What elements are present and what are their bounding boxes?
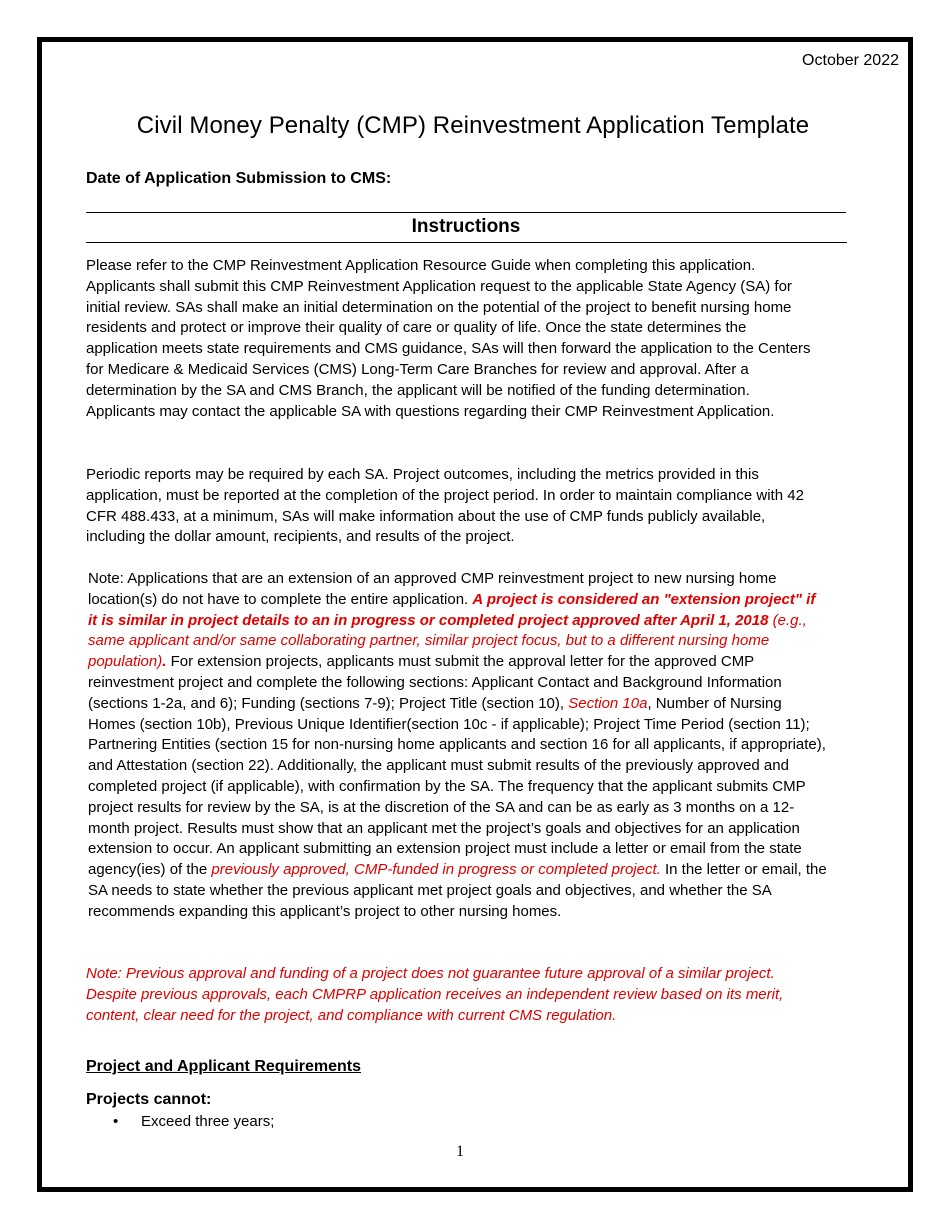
page-title: Civil Money Penalty (CMP) Reinvestment Application Template xyxy=(136,112,810,139)
requirements-heading: Project and Applicant Requirements xyxy=(86,1058,362,1075)
divider-bottom xyxy=(86,242,847,243)
extension-note-paragraph xyxy=(88,569,828,923)
note-text: For extension projects, applicants must submit the approval letter for the approved CMP reinvestment project and complete the following sections: Applicant Contact and Background Information (sections 1-2a, and 6); Funding (sections 7-9); Project Title (section 10), xyxy=(88,653,782,712)
previously-approved-ref: previously approved, CMP-funded in progress or completed project. xyxy=(211,861,661,879)
instructions-paragraph-1: Please refer to the CMP Reinvestment Application Resource Guide when completing this application. Applicants shall submit this CMP Reinvestment Application request to the applicable State Agency (SA) for initial review. SAs shall make an initial determination on the potential of the project to benefit nursing home residents and protect or improve their quality of care or quality of life. Once the state determines the application meets state requirements and CMS guidance, SAs will then forward the application to the Centers for Medicare & Medicaid Services (CMS) Long-Term Care Branches for review and approval. After a determination by the SA and CMS Branch, the applicant will be notified of the funding determination. Applicants may contact the applicable SA with questions regarding their CMP Reinvestment Application. xyxy=(86,257,811,420)
approval-disclaimer-note: Note: Previous approval and funding of a project does not guarantee future approval of a similar project. Despite previous approvals, each CMPRP application receives an independent review based on its merit, content, clear need for the project, and compliance with current CMS regulation. xyxy=(86,965,784,1024)
extension-definition: A project is considered an "extension project" if it is similar in project details to an in progress or completed project approved after April 1, 2018 xyxy=(88,590,816,629)
extension-period: . xyxy=(162,653,167,671)
instructions-paragraph-2: Periodic reports may be required by each SA. Project outcomes, including the metrics provided in this application, must be reported at the completion of the project period. In order to maintain compliance with 42 CFR 488.433, at a minimum, SAs will make information about the use of CMP funds publicly available, including the dollar amount, recipients, and results of the project. xyxy=(86,466,804,546)
bullet-icon: • xyxy=(113,1113,119,1130)
page-number: 1 xyxy=(456,1143,464,1160)
submission-date-label: Date of Application Submission to CMS: xyxy=(86,170,392,187)
list-item-text: Exceed three years; xyxy=(141,1113,275,1130)
note-text: , Number of Nursing Homes (section 10b), Previous Unique Identifier(section 10c - if applicable); Project Time Period (section 11); Partnering Entities (section 15 for non-nursing home applicants and section 16 for all applicants, if appropriate), and Attestation (section 22). Additionally, the applicant must submit results of the previously approved and completed project (if applicable), with confirmation by the SA. The frequency that the applicant submits CMP project results for review by the SA, is at the discretion of the SA and can be as early as 3 months on a 12-month project. Results must show that an applicant met the project’s goals and objectives for an application extension to occur. An applicant submitting an extension project must include a letter or email from the state agency(ies) of the xyxy=(88,694,826,879)
extension-example: (e.g., same applicant and/or same collaborating partner, similar project focus, but to a different nursing home population) xyxy=(88,611,807,671)
document-date: October 2022 xyxy=(802,52,899,69)
instructions-heading: Instructions xyxy=(411,216,521,237)
list-item xyxy=(113,1113,274,1130)
projects-cannot-list xyxy=(113,1113,274,1130)
divider-top xyxy=(86,212,846,213)
note-text: In the letter or email, the SA needs to state whether the previous applicant met project goals and objectives, and whether the SA recommends expanding this applicant’s project to other nursing homes. xyxy=(88,861,827,920)
note-text: Note: Applications that are an extension of an approved CMP reinvestment project to new nursing home location(s) do not have to complete the entire application. xyxy=(88,570,777,608)
projects-cannot-label: Projects cannot: xyxy=(86,1091,212,1108)
section-10a-ref: Section 10a xyxy=(568,694,648,712)
